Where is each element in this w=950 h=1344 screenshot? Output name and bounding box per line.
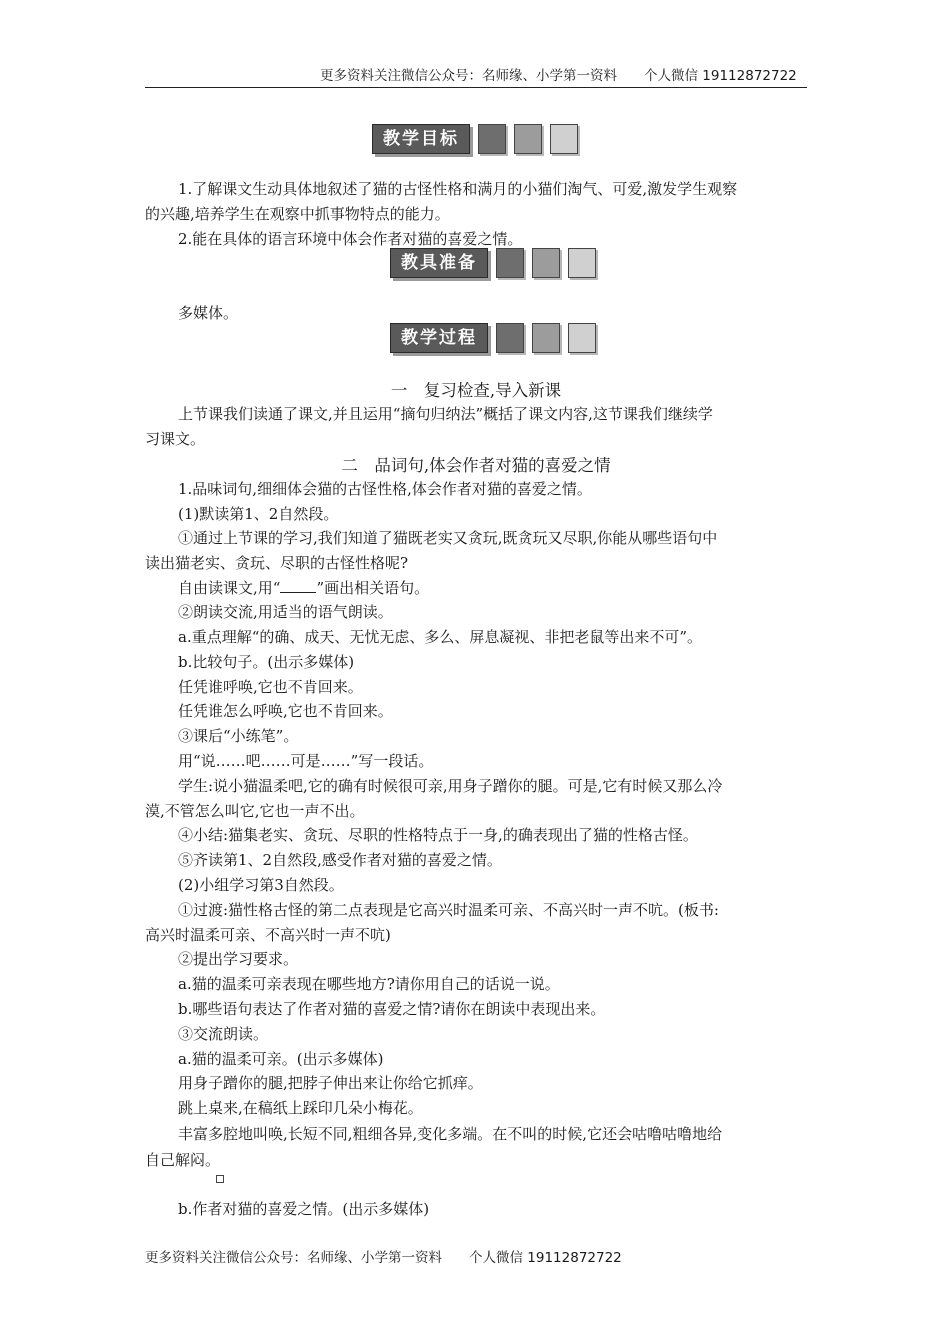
- paragraph-line: 1.品味词句,细细体会猫的古怪性格,体会作者对猫的喜爱之情。: [178, 480, 592, 498]
- banner-decor-square: [496, 323, 524, 353]
- paragraph-line: ②提出学习要求。: [178, 950, 299, 968]
- paragraph-line: b.比较句子。(出示多媒体): [178, 653, 355, 671]
- banner-decor-square: [496, 248, 524, 278]
- paragraph-line: 上节课我们读通了课文,并且运用“摘句归纳法”概括了课文内容,这节课我们继续学: [178, 405, 713, 423]
- page-footer: 更多资料关注微信公众号：名师缘、小学第一资料 个人微信 19112872722: [145, 1250, 622, 1266]
- paragraph-line: ③课后“小练笔”。: [178, 727, 299, 745]
- paragraph-line: b.作者对猫的喜爱之情。(出示多媒体): [178, 1200, 430, 1218]
- paragraph-line: ④小结:猫集老实、贪玩、尽职的性格特点于一身,的确表现出了猫的性格古怪。: [178, 826, 698, 844]
- banner-teaching-tools: [390, 248, 596, 278]
- banner-label: 教学过程: [390, 323, 488, 353]
- paragraph-line: 用“说……吧……可是……”写一段话。: [178, 752, 434, 770]
- banner-decor-square: [514, 124, 542, 154]
- section-2-title: 二 品词句,体会作者对猫的喜爱之情: [341, 456, 611, 475]
- paragraph-line: 丰富多腔地叫唤,长短不同,粗细各异,变化多端。在不叫的时候,它还会咕噜咕噜地给: [178, 1125, 723, 1143]
- paragraph-line: 任凭谁呼唤,它也不肯回来。: [178, 678, 363, 696]
- banner-decor-square: [568, 323, 596, 353]
- banner-teaching-goals: [372, 124, 578, 154]
- banner-label: 教学目标: [372, 124, 470, 154]
- banner-decor-square: [478, 124, 506, 154]
- banner-decor-square: [532, 323, 560, 353]
- paragraph-line: ⑤齐读第1、2自然段,感受作者对猫的喜爱之情。: [178, 851, 502, 869]
- page-header: 更多资料关注微信公众号：名师缘、小学第一资料 个人微信 19112872722: [320, 68, 797, 84]
- paragraph-line: 习课文。: [145, 430, 206, 448]
- banner-decor-square: [568, 248, 596, 278]
- banner-decor-square: [532, 248, 560, 278]
- paragraph-line: ①通过上节课的学习,我们知道了猫既老实又贪玩,既贪玩又尽职,你能从哪些语句中: [178, 529, 718, 547]
- paragraph-line: 学生:说小猫温柔吧,它的确有时候很可亲,用身子蹭你的腿。可是,它有时候又那么冷: [178, 777, 723, 795]
- goal-1-line-1: 1.了解课文生动具体地叙述了猫的古怪性格和满月的小猫们淘气、可爱,激发学生观察: [178, 180, 738, 198]
- banner-decor-square: [550, 124, 578, 154]
- section-1-title: 一 复习检查,导入新课: [390, 381, 562, 400]
- paragraph-line: 高兴时温柔可亲、不高兴时一声不吭): [145, 926, 391, 944]
- paragraph-line: a.猫的温柔可亲。(出示多媒体): [178, 1050, 384, 1068]
- paragraph-line: ①过渡:猫性格古怪的第二点表现是它高兴时温柔可亲、不高兴时一声不吭。(板书:: [178, 901, 719, 919]
- text-fragment: 自由读课文,用“: [178, 579, 281, 597]
- text-fragment: ”画出相关语句。: [316, 579, 430, 597]
- header-rule: [145, 87, 807, 88]
- paragraph-line: 跳上桌来,在稿纸上踩印几朵小梅花。: [178, 1099, 423, 1117]
- paragraph-line: (2)小组学习第3自然段。: [178, 876, 344, 894]
- banner-label: 教具准备: [390, 248, 488, 278]
- paragraph-line: a.重点理解“的确、成天、无忧无虑、多么、屏息凝视、非把老鼠等出来不可”。: [178, 628, 703, 646]
- paragraph-line: ②朗读交流,用适当的语气朗读。: [178, 603, 393, 621]
- paragraph-line: 漠,不管怎么叫它,它也一声不出。: [145, 802, 365, 820]
- paragraph-line: 读出猫老实、贪玩、尽职的古怪性格呢?: [145, 554, 409, 572]
- paragraph-line: 自己解闷。: [145, 1151, 221, 1169]
- paragraph-line: [178, 577, 429, 598]
- goal-1-line-2: 的兴趣,培养学生在观察中抓事物特点的能力。: [145, 205, 450, 223]
- underline-blank: [280, 580, 316, 593]
- anchor-marker-icon: [216, 1175, 224, 1183]
- paragraph-line: 用身子蹭你的腿,把脖子伸出来让你给它抓痒。: [178, 1074, 483, 1092]
- paragraph-line: 任凭谁怎么呼唤,它也不肯回来。: [178, 702, 393, 720]
- paragraph-line: a.猫的温柔可亲表现在哪些地方?请你用自己的话说一说。: [178, 975, 560, 993]
- paragraph-line: b.哪些语句表达了作者对猫的喜爱之情?请你在朗读中表现出来。: [178, 1000, 606, 1018]
- paragraph-line: ③交流朗读。: [178, 1025, 269, 1043]
- paragraph-line: (1)默读第1、2自然段。: [178, 505, 339, 523]
- banner-teaching-process: [390, 323, 596, 353]
- tools-text: 多媒体。: [178, 304, 239, 322]
- goal-2: 2.能在具体的语言环境中体会作者对猫的喜爱之情。: [178, 230, 523, 248]
